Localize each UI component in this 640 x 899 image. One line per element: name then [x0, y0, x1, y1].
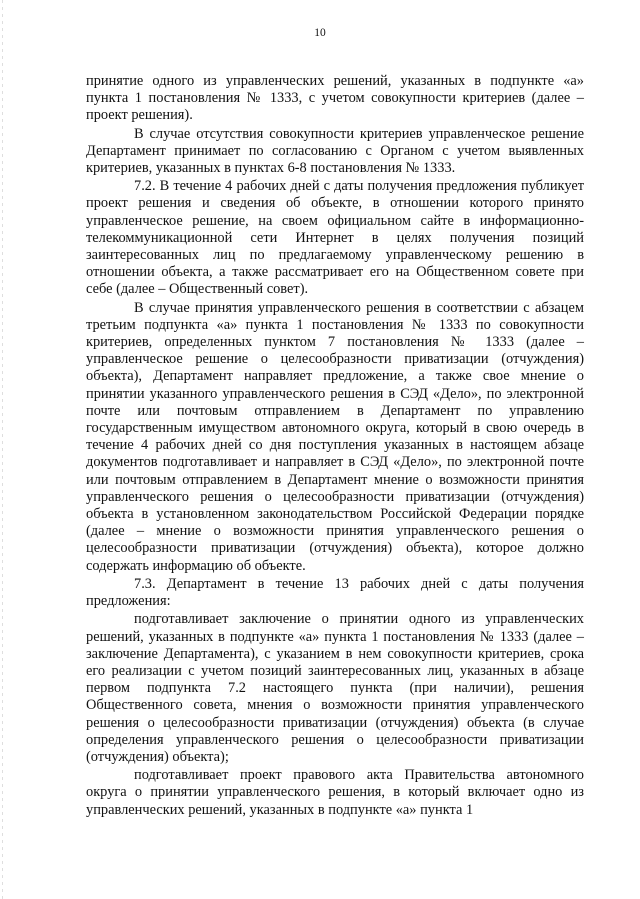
paragraph: подготавливает заключение о принятии одного из управленческих решений, указанных в подпункте «а» пункта 1 постановления № 1333 (далее – заключение Департамента), с указанием в нем совокупности критериев, срока его реализации с учетом позиций заинтересованных лиц, указанных в абзаце первом подпункта 7.2 настоящего пункта (при наличии), решения Общественного совета, мнения о возможности принятия управленческого решения о целесообразности приватизации (отчуждения) объекта (в случае определения управленческого решения о целесообразности приватизации (отчуждения) объекта); — [86, 611, 584, 765]
document-body — [86, 73, 584, 819]
paragraph: 7.2. В течение 4 рабочих дней с даты получения предложения публикует проект решения и сведения об объекте, в отношении которого принято управленческое решение, на своем официальном сайте в информационно-телекоммуникационной сети Интернет в целях получения позиций заинтересованных лиц по предлагаемому управленческому решению в отношении объекта, а также рассматривает его на Общественном совете при себе (далее – Общественный совет). — [86, 178, 584, 298]
paragraph: В случае отсутствия совокупности критериев управленческое решение Департамент принимает по согласованию с Органом с учетом выявленных критериев, указанных в пунктах 6-8 постановления № 1333. — [86, 125, 584, 177]
paragraph: В случае принятия управленческого решения в соответствии с абзацем третьим подпункта «а» пункта 1 постановления № 1333 по совокупности критериев, определенных пунктом 7 постановления № 1333 (далее – управленческое решение о целесообразности приватизации (отчуждения) объекта), Департамент направляет предложение, а также свое мнение о принятии указанного управленческого решения в СЭД «Дело», по электронной почте или почтовым отправлением в Департамент по управлению государственным имуществом автономного округа, который в свою очередь в течение 4 рабочих дней со дня поступления указанных в настоящем абзаце документов подготавливает и направляет в СЭД «Дело», по электронной почте или почтовым отправлением в Департамент мнение о возможности принятия управленческого решения о целесообразности приватизации (отчуждения) объекта в установленном законодательством Российской Федерации порядке (далее – мнение о возможности принятия управленческого решения о целесообразности приватизации (отчуждения) объекта), которое должно содержать информацию об объекте. — [86, 299, 584, 574]
paragraph: принятие одного из управленческих решений, указанных в подпункте «а» пункта 1 постановления № 1333, с учетом совокупности критериев (далее – проект решения). — [86, 73, 584, 124]
paragraph: 7.3. Департамент в течение 13 рабочих дней с даты получения предложения: — [86, 575, 584, 610]
page-number: 10 — [314, 27, 326, 39]
scan-edge — [2, 0, 3, 899]
paragraph: подготавливает проект правового акта Правительства автономного округа о принятии управленческого решения, в который включает одно из управленческих решений, указанных в подпункте «а» пункта 1 — [86, 767, 584, 818]
